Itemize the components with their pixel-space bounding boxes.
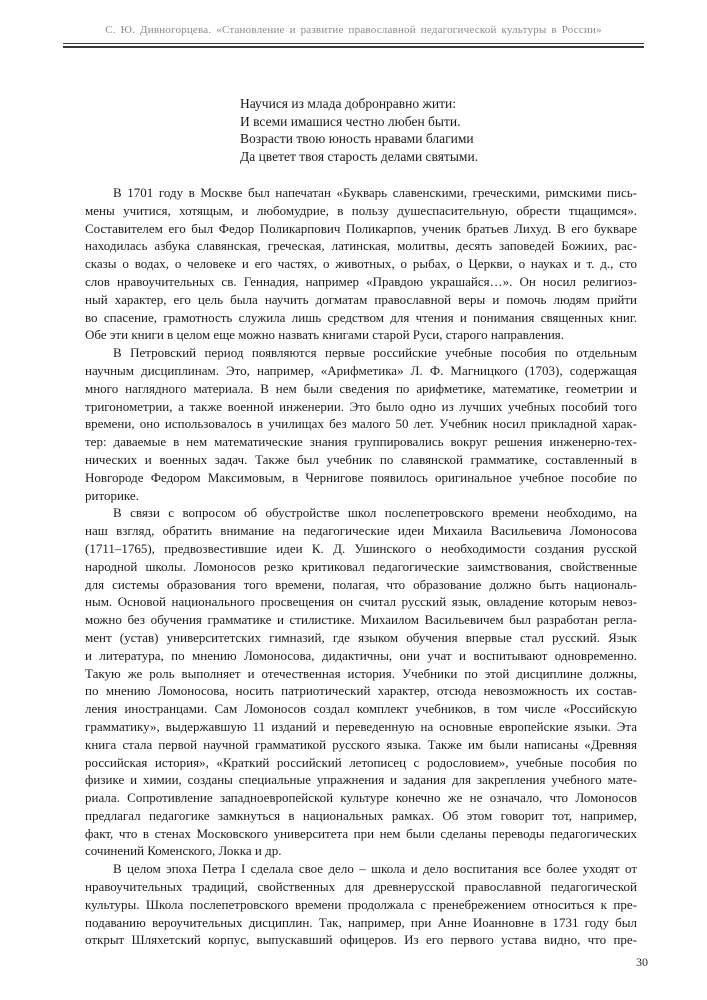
text-line: по мнению Ломоносова, носить патриотический характер, отсюда невозможность их состав- <box>85 683 637 699</box>
text-line: и литература, по мнению Ломоносова, дидактичны, они учат и воспитывают одновременно. <box>85 647 637 663</box>
text-line: нравоучительных традиций, свойственных для древнерусской православной педагогической <box>85 879 637 895</box>
text-line: во спасение, грамотность служила лишь средством для чтения и понимания священных книг. <box>85 309 637 325</box>
text-line: подаванию вероучительных дисциплин. Так, например, при Анне Иоанновне в 1731 году был <box>85 914 637 930</box>
text-line: тер: даваемые в нем математические знания группировались вокруг решения инженерно-тех- <box>85 434 637 450</box>
text-line: наш взгляд, обратить внимание на педагогические идеи Михаила Васильевича Ломоносова <box>85 523 637 539</box>
paragraph <box>85 344 637 504</box>
text-line: Составителем его был Федор Поликарпович Поликарпов, ученик братьев Лихуд. В его букваре <box>85 220 637 236</box>
poem-line: Да цветет твоя старость делами святыми. <box>240 148 479 164</box>
text-line: В 1701 году в Москве был напечатан «Букварь славенскими, греческими, римскими пись- <box>113 185 637 200</box>
text-line: культуры. Школа послепетровского времени продолжала с пренебрежением относиться к пре- <box>85 896 637 912</box>
text-line: мены учитися, хотящым, и любомудрие, в пользу душеспасительную, обрести тщащимся». <box>85 202 637 218</box>
paragraph <box>85 184 637 344</box>
text-line: для системы образования того времени, полагая, что образование должно быть националь- <box>85 576 637 592</box>
text-line: ным. Основой национального просвещения он считал русский язык, овладение которым невоз- <box>85 594 637 610</box>
text-line: В связи с вопросом об обустройстве школ послепетровского времени необходимо, на <box>113 505 637 521</box>
text-line: нических и военных задач. Также был учебник по славянской грамматике, составленный в <box>85 451 637 467</box>
text-line: Такую же роль выполняет и отечественная история. Учебники по этой дисциплине должны, <box>85 665 637 681</box>
text-line: риторике. <box>85 487 139 503</box>
text-line: много наглядного материала. В нем были сведения по арифметике, математике, геометрии и <box>85 380 637 396</box>
page-number: 30 <box>636 955 648 969</box>
text-line: сочинений Коменского, Локка и др. <box>85 843 282 859</box>
text-line: открыт Шляхетский корпус, выпускавший офицеров. Из его первого устава видно, что пре- <box>85 932 637 948</box>
text-line: народной школы. Ломоносов резко критиковал педагогические заимствования, свойственные <box>85 558 637 574</box>
text-line: физике и химии, созданы специальные упражнения и задания для закрепления учебного мате- <box>85 772 637 788</box>
text-line: факт, что в стенах Московского университета при нем были сделаны переводы педагогических <box>85 825 637 841</box>
text-line: В Петровский период появляются первые российские учебные пособия по отдельным <box>113 345 637 361</box>
body-text <box>85 184 637 949</box>
text-line: риала. Сопротивление западноевропейской культуре конечно же не означало, что Ломоносов <box>85 790 637 806</box>
text-line: Новгороде Федором Максимовым, в Чернигове появилось оригинальное учебное пособие по <box>85 469 637 485</box>
running-header: С. Ю. Дивногорцева. «Становление и развитие православной педагогической культуры в России» <box>105 24 602 36</box>
paragraph <box>85 504 637 860</box>
poem-block <box>240 95 478 165</box>
text-line: российская история», «Краткий российский летописец с родословием», учебные пособия по <box>85 754 637 770</box>
text-line: ления иностранцами. Сам Ломоносов создал комплект учебников, в том числе «Российскую <box>85 701 637 717</box>
text-line: слов нравоучительных св. Геннадия, например «Правдою украшайся…». Он носил религиоз- <box>85 273 637 289</box>
text-line: можно без обучения грамматике и стилистике. Михаилом Васильевичем был разработан регла- <box>85 612 637 628</box>
poem-line: И всеми имашися честно любен быти. <box>240 113 461 129</box>
text-line: Обе эти книги в целом еще можно назвать книгами старой Руси, старого направления. <box>85 327 565 343</box>
text-line: сказы о водах, о человеке и его частях, о животных, о рыбах, о Церкви, о науках и т. д., сто <box>85 256 637 272</box>
header-rule <box>63 43 644 48</box>
poem-line: Научися из млада добронравно жити: <box>240 96 456 111</box>
poem-line: Возрасти твою юность нравами благими <box>240 131 474 146</box>
text-line: находилась азбука славянская, греческая, латинская, молитвы, десять заповедей Божиих, рас- <box>85 238 637 254</box>
text-line: времени, оно использовалось в училищах без малого 50 лет. Учебник носил прикладной харак- <box>85 416 637 432</box>
text-line: мент (устав) университетских гимназий, где языком обучения впервые стал русский. Язык <box>85 629 637 645</box>
text-line: грамматику», выдержавшую 11 изданий и переведенную на основные европейские языки. Эта <box>85 718 637 734</box>
text-line: тригонометрии, а также военной инженерии. Это было одно из лучших учебных пособий того <box>85 398 637 414</box>
paragraph <box>85 860 637 949</box>
text-line: ный характер, его цель была научить догматам православной веры и помочь людям прийти <box>85 291 637 307</box>
text-line: В целом эпоха Петра I сделала свое дело – школа и дело воспитания все более уходят от <box>113 861 637 877</box>
text-line: книга стала первой научной грамматикой русского языка. Также им были написаны «Древняя <box>85 736 637 752</box>
text-line: (1711–1765), предвозвестившие идеи К. Д. Ушинского о необходимости создания русской <box>85 540 637 556</box>
text-line: научным дисциплинам. Это, например, «Арифметика» Л. Ф. Магницкого (1703), содержащая <box>85 362 637 378</box>
text-line: предлагал педагогике замкнуться в национальных рамках. Об этом говорит тот, например, <box>85 807 637 823</box>
